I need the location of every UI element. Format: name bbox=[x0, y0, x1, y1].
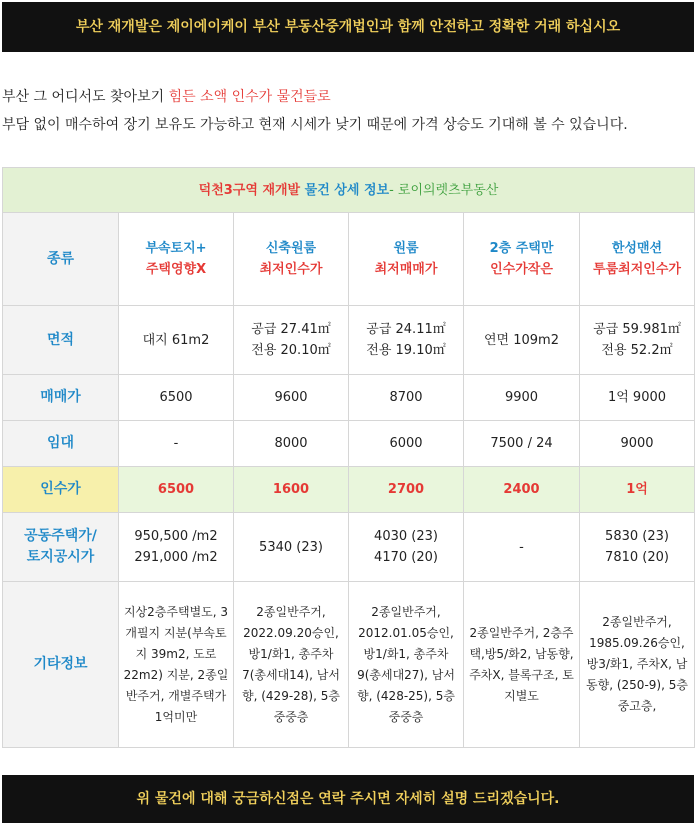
column-line2: 최저인수가 bbox=[259, 262, 323, 277]
table-title-row bbox=[3, 168, 695, 213]
table-cell: 8700 bbox=[349, 375, 464, 421]
table-cell bbox=[580, 513, 695, 582]
row-header-area: 면적 bbox=[3, 306, 119, 375]
table-cell bbox=[234, 513, 349, 582]
row-header-acquisition: 인수가 bbox=[3, 467, 119, 513]
row-header-lease: 임대 bbox=[3, 421, 119, 467]
table-cell bbox=[234, 306, 349, 375]
table-cell: 2종일반주거, 2022.09.20승인, 방1/화1, 총주차7(총세대14), 남서향, (429-28), 5층중중층 bbox=[234, 582, 349, 748]
table-cell: - bbox=[119, 421, 234, 467]
lease-row bbox=[3, 421, 695, 467]
row-header-line1: 공동주택가/ bbox=[24, 528, 97, 544]
row-header-type: 종류 bbox=[3, 213, 119, 306]
column-line1: 원룸 bbox=[393, 241, 419, 256]
bottom-banner: 위 물건에 대해 궁금하신점은 연락 주시면 자세히 설명 드리겠습니다. bbox=[2, 775, 694, 823]
table-cell: 7500 / 24 bbox=[464, 421, 580, 467]
cell-line1: 공급 24.11㎡ bbox=[366, 322, 446, 337]
price-row bbox=[3, 375, 695, 421]
title-area: 덕천3구역 재개발 bbox=[198, 182, 305, 198]
column-line1: 부속토지+ bbox=[145, 241, 207, 256]
cell-line1: 공급 27.41㎡ bbox=[251, 322, 331, 337]
column-line1: 한성맨션 bbox=[611, 241, 663, 256]
official-price-row bbox=[3, 513, 695, 582]
cell-line1: 950,500 /m2 bbox=[134, 529, 218, 544]
column-line2: 인수가작은 bbox=[490, 262, 553, 277]
column-header bbox=[464, 213, 580, 306]
table-cell: 9600 bbox=[234, 375, 349, 421]
column-header bbox=[234, 213, 349, 306]
table-cell bbox=[580, 306, 695, 375]
other-info-row bbox=[3, 582, 695, 748]
table-cell: 6000 bbox=[349, 421, 464, 467]
column-line2: 주택영향X bbox=[145, 262, 207, 277]
table-cell bbox=[349, 513, 464, 582]
intro-line-2: 부담 없이 매수하여 장기 보유도 가능하고 현재 시세가 낮기 때문에 가격 상승도 기대해 볼 수 있습니다. bbox=[2, 117, 628, 133]
intro-highlight: 힘든 소액 인수가 물건들로 bbox=[168, 89, 331, 105]
cell-line1: - bbox=[519, 539, 524, 555]
table-cell bbox=[119, 306, 234, 375]
table-cell: 9900 bbox=[464, 375, 580, 421]
cell-line1: 4030 (23) bbox=[374, 529, 438, 544]
column-header bbox=[349, 213, 464, 306]
column-header bbox=[119, 213, 234, 306]
table-cell: 2700 bbox=[349, 467, 464, 513]
table-cell bbox=[464, 513, 580, 582]
intro-text: 부산 그 어디서도 찾아보기 bbox=[2, 89, 169, 105]
cell-line2: 291,000 /m2 bbox=[134, 550, 218, 565]
title-detail: 물건 상세 정보 bbox=[304, 182, 390, 198]
table-cell bbox=[464, 306, 580, 375]
cell-line2: 전용 52.2㎡ bbox=[601, 343, 673, 358]
table-cell: 9000 bbox=[580, 421, 695, 467]
cell-line1: 대지 61m2 bbox=[142, 332, 210, 348]
table-cell: 2종일반주거, 2층주택,방5/화2, 남동향, 주차X, 블록구조, 토지별도 bbox=[464, 582, 580, 748]
row-header-price: 매매가 bbox=[3, 375, 119, 421]
table-cell: 6500 bbox=[119, 375, 234, 421]
type-row bbox=[3, 213, 695, 306]
table-cell: 1억 bbox=[580, 467, 695, 513]
cell-line1: 5340 (23) bbox=[259, 539, 323, 555]
table-cell bbox=[119, 513, 234, 582]
row-header-line2: 토지공시가 bbox=[26, 549, 95, 565]
row-header-other: 기타정보 bbox=[3, 582, 119, 748]
column-line1: 신축원룸 bbox=[265, 241, 317, 256]
table-cell: 6500 bbox=[119, 467, 234, 513]
cell-line1: 5830 (23) bbox=[605, 529, 669, 544]
table-cell: 2400 bbox=[464, 467, 580, 513]
table-cell: 1억 9000 bbox=[580, 375, 695, 421]
cell-line2: 전용 20.10㎡ bbox=[251, 343, 331, 358]
cell-line1: 공급 59.981㎡ bbox=[593, 322, 681, 337]
column-line2: 투룸최저인수가 bbox=[593, 262, 681, 277]
table-cell: 1600 bbox=[234, 467, 349, 513]
top-banner: 부산 재개발은 제이에이케이 부산 부동산중개법인과 함께 안전하고 정확한 거래 하십시오 bbox=[2, 2, 694, 52]
column-line2: 최저매매가 bbox=[374, 262, 438, 277]
column-header bbox=[580, 213, 695, 306]
title-agency: - 로이의렛츠부동산 bbox=[389, 182, 499, 198]
table-cell bbox=[349, 306, 464, 375]
table-title bbox=[3, 168, 695, 213]
property-table bbox=[2, 167, 695, 748]
acquisition-row bbox=[3, 467, 695, 513]
table-cell: 8000 bbox=[234, 421, 349, 467]
column-line1: 2층 주택만 bbox=[489, 241, 554, 256]
cell-line2: 4170 (20) bbox=[374, 550, 438, 565]
row-header-official-price bbox=[3, 513, 119, 582]
cell-line2: 7810 (20) bbox=[605, 550, 669, 565]
table-cell: 지상2층주택별도, 3개필지 지분(부속토지 39m2, 도로 22m2) 지분, 2종일반주거, 개별주택가1억미만 bbox=[119, 582, 234, 748]
table-cell: 2종일반주거, 2012.01.05승인, 방1/화1, 총주차9(총세대27), 남서향, (428-25), 5층중중층 bbox=[349, 582, 464, 748]
cell-line2: 전용 19.10㎡ bbox=[366, 343, 446, 358]
intro-line-1 bbox=[2, 86, 331, 106]
area-row bbox=[3, 306, 695, 375]
cell-line1: 연면 109m2 bbox=[484, 332, 559, 348]
table-cell: 2종일반주거, 1985.09.26승인, 방3/화1, 주차X, 남동향, (250-9), 5층중고층, bbox=[580, 582, 695, 748]
